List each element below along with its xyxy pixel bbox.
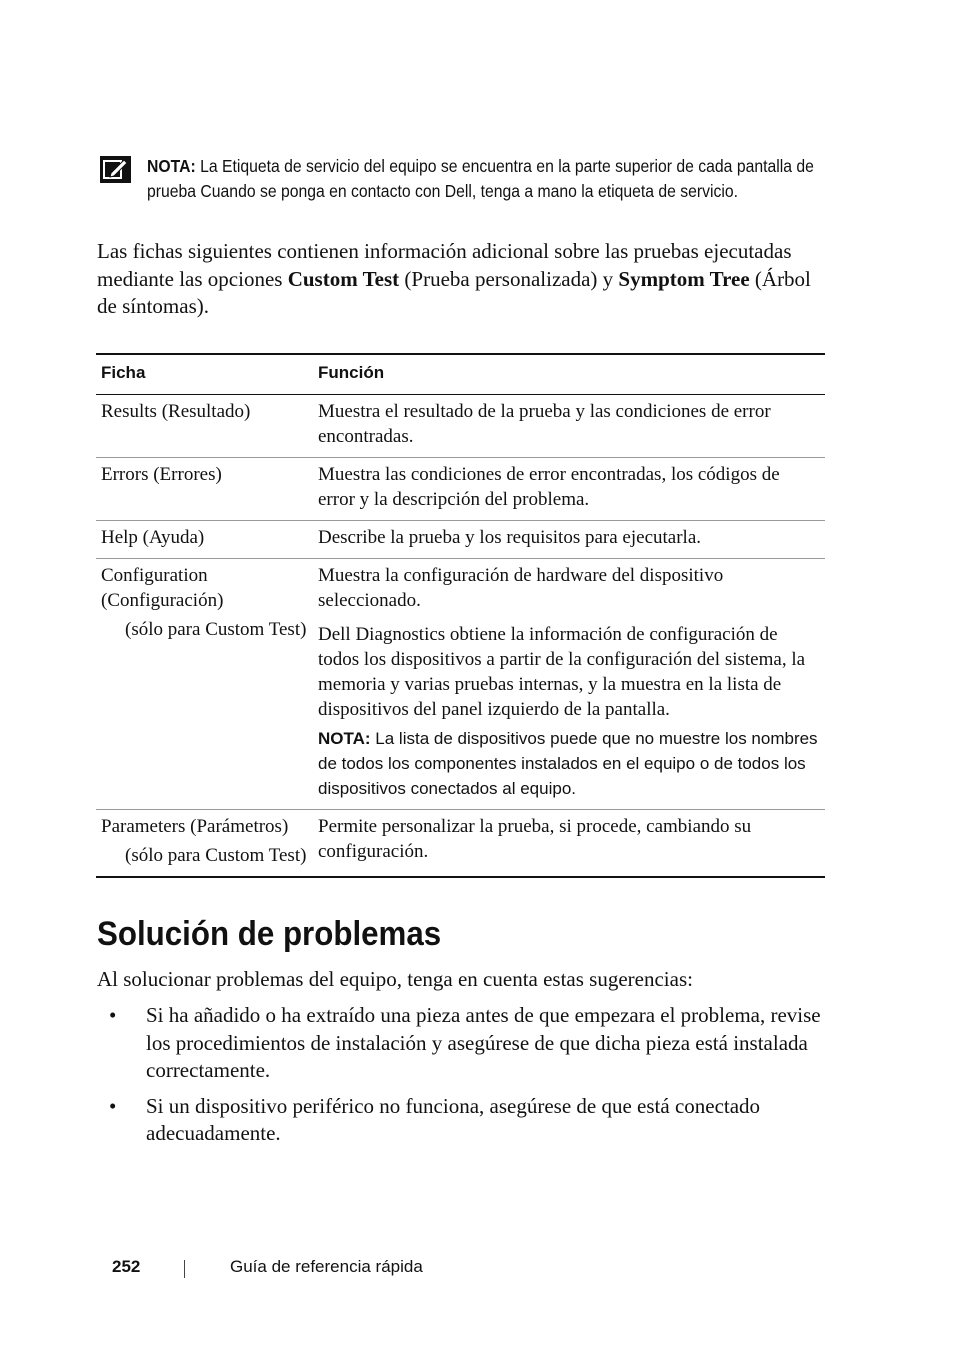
cell-ficha-main: Parameters (Parámetros) bbox=[101, 816, 289, 837]
note-text bbox=[147, 154, 818, 204]
cell-funcion: Permite personalizar la prueba, si procede, cambiando su configuración. bbox=[313, 810, 825, 878]
list-item-text: Si un dispositivo periférico no funciona, asegúrese de que está conectado adecuadamente. bbox=[146, 1093, 761, 1145]
intro-text-1: Las fichas siguientes contienen información adicional sobre las pruebas ejecutadas mediante las opciones bbox=[97, 239, 792, 291]
cell-ficha: Errors (Errores) bbox=[96, 458, 313, 521]
cell-ficha: Results (Resultado) bbox=[96, 395, 313, 458]
bullet-icon: • bbox=[109, 1003, 117, 1027]
header-funcion: Función bbox=[313, 354, 825, 395]
cell-note-text: La lista de dispositivos puede que no muestre los nombres de todos los componentes instalados en el equipo o de todos los dispositivos conectados al equipo. bbox=[318, 729, 818, 798]
cell-funcion-para1: Muestra la configuración de hardware del dispositivo seleccionado. bbox=[318, 565, 724, 611]
cell-note bbox=[318, 726, 820, 801]
list-item bbox=[97, 1093, 822, 1148]
guide-title: Guía de referencia rápida bbox=[230, 1257, 423, 1276]
cell-funcion: Muestra las condiciones de error encontradas, los códigos de error y la descripción del problema. bbox=[313, 458, 825, 521]
table-row bbox=[96, 395, 825, 458]
cell-ficha-sub: (sólo para Custom Test) bbox=[125, 619, 307, 640]
cell-funcion: Muestra el resultado de la prueba y las condiciones de error encontradas. bbox=[313, 395, 825, 458]
section-title: Solución de problemas bbox=[97, 915, 442, 953]
cell-funcion-para2: Dell Diagnostics obtiene la información de configuración de todos los dispositivos a partir de la configuración del sistema, la memoria y varias pruebas internas, y la muestra en la lista de dispositivos del panel izquierdo de la pantalla. bbox=[318, 624, 806, 720]
cell-ficha-sub: (sólo para Custom Test) bbox=[125, 845, 307, 866]
table-row bbox=[96, 521, 825, 559]
page-number: 252 bbox=[112, 1257, 141, 1276]
cell-note-label: NOTA: bbox=[318, 729, 371, 748]
cell-funcion: Describe la prueba y los requisitos para ejecutarla. bbox=[313, 521, 825, 559]
note-body: La Etiqueta de servicio del equipo se encuentra en la parte superior de cada pantalla de prueba Cuando se ponga en contacto con Dell, tenga a mano la etiqueta de servicio. bbox=[147, 156, 814, 201]
list-item-text: Si ha añadido o ha extraído una pieza antes de que empezara el problema, revise los procedimientos de instalación y asegúrese de que dicha pieza está instalada correctamente. bbox=[146, 1003, 821, 1082]
cell-ficha-main: Configuration (Configuración) bbox=[101, 565, 224, 611]
note-label: NOTA: bbox=[147, 156, 196, 176]
cell-ficha: Help (Ayuda) bbox=[96, 521, 313, 559]
tips-list bbox=[97, 1002, 822, 1156]
intro-custom-test: Custom Test bbox=[287, 266, 400, 291]
cell-funcion bbox=[313, 559, 825, 810]
tabs-table bbox=[96, 353, 825, 878]
table-row bbox=[96, 458, 825, 521]
intro-text-3: (Árbol de síntomas). bbox=[97, 266, 811, 318]
intro-text-2: (Prueba personalizada) y bbox=[399, 266, 619, 291]
footer-divider bbox=[184, 1260, 185, 1278]
table-header-row bbox=[96, 354, 825, 395]
cell-ficha bbox=[96, 559, 313, 810]
pencil-note-icon bbox=[100, 156, 131, 183]
cell-ficha bbox=[96, 810, 313, 878]
intro-paragraph bbox=[97, 238, 817, 321]
list-item bbox=[97, 1002, 822, 1085]
bullet-icon: • bbox=[109, 1093, 117, 1118]
table-row bbox=[96, 810, 825, 878]
header-ficha: Ficha bbox=[96, 354, 313, 395]
table-row bbox=[96, 559, 825, 810]
section-lead: Al solucionar problemas del equipo, tenga en cuenta estas sugerencias: bbox=[97, 967, 693, 991]
intro-symptom-tree: Symptom Tree bbox=[618, 266, 750, 291]
